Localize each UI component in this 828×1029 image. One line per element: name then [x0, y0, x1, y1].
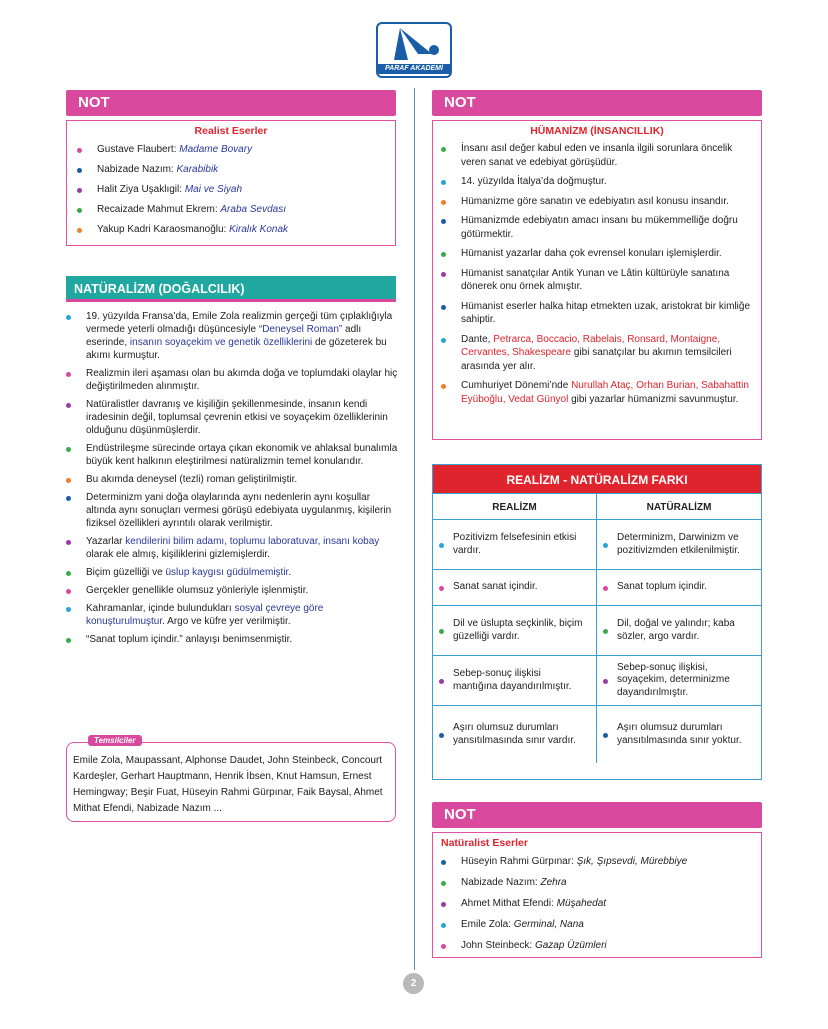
table-row — [433, 705, 761, 763]
bullet-icon — [441, 200, 446, 205]
table-title: REALİZM - NATÜRALİZM FARKI — [433, 465, 761, 493]
list-item: Recaizade Mahmut Ekrem: Araba Sevdası — [73, 203, 389, 217]
list-item: 19. yüzyılda Fransa’da, Emile Zola realizmin gerçeği tüm çıplaklığıyla vermede yeterli olmadığı düşüncesiyle “Deneysel Roman” adlı eserinde, insanın soyaçekim ve genetik özelliklerini de gözeterek bu akımı kurmuştur. — [62, 310, 400, 362]
list-item: Yakup Kadri Karaosmanoğlu: Kiralık Konak — [73, 223, 389, 237]
bullet-icon — [441, 944, 446, 949]
list-item: 14. yüzyılda İtalya’da doğmuştur. — [437, 175, 757, 189]
logo-text: PARAF AKADEMİ — [378, 64, 450, 74]
naturalist-works-list — [437, 855, 757, 953]
table-row — [433, 519, 761, 569]
naturalism-section — [62, 310, 400, 651]
naturalism-cell: Sebep-sonuç ilişkisi, soyaçekim, determinizme dayandırılmıştır. — [597, 656, 761, 705]
bullet-icon — [441, 923, 446, 928]
table-row — [433, 605, 761, 655]
bullet-icon — [439, 543, 444, 548]
bullet-icon — [441, 272, 446, 277]
realist-works-list — [73, 143, 389, 237]
bullet-icon — [441, 252, 446, 257]
list-item: İnsanı asıl değer kabul eden ve insanla ilgili sorunlara öncelik veren sanat ve edebiyat görüşüdür. — [437, 142, 757, 169]
naturalism-cell: Dil, doğal ve yalındır; kaba sözler, argo vardır. — [597, 606, 761, 655]
bullet-icon — [441, 384, 446, 389]
list-item: Bu akımda deneysel (tezli) roman geliştirilmiştir. — [62, 473, 400, 486]
not-header-naturalist: NOT — [432, 802, 762, 828]
naturalist-works-box — [432, 832, 762, 958]
naturalism-header: NATÜRALİZM (DOĞALCILIK) — [66, 276, 396, 302]
list-item: “Sanat toplum içindir.” anlayışı benimsenmiştir. — [62, 633, 400, 646]
bullet-icon — [77, 188, 82, 193]
bullet-icon — [441, 147, 446, 152]
column-divider — [414, 88, 415, 970]
realist-works-title: Realist Eserler — [194, 125, 268, 137]
realism-cell: Aşırı olumsuz durumları yansıtılmasında sınır vardır. — [433, 706, 597, 763]
naturalism-cell: Aşırı olumsuz durumları yansıtılmasında sınır yoktur. — [597, 706, 761, 763]
list-item: Emile Zola: Germinal, Nana — [437, 918, 757, 932]
humanism-list — [437, 142, 757, 406]
list-item: Determinizm yani doğa olaylarında aynı nedenlerin aynı koşullar altında aynı sonuçları vermesi görüşü edebiyata uygulanmış, kişilerin fiziksel özellikleri ayrıntılı olarak verilmiştir. — [62, 491, 400, 530]
list-item: Biçim güzelliği ve üslup kaygısı güdülmemiştir. — [62, 566, 400, 579]
naturalist-works-title: Natüralist Eserler — [441, 837, 528, 849]
realist-works-box — [66, 120, 396, 246]
list-item: Ahmet Mithat Efendi: Müşahedat — [437, 897, 757, 911]
list-item: Halit Ziya Uşaklıgil: Mai ve Siyah — [73, 183, 389, 197]
table-row — [433, 655, 761, 705]
bullet-icon — [603, 586, 608, 591]
list-item: Hümanist sanatçılar Antik Yunan ve Lâtin kültürüyle sanatına dönerek onu örnek almıştır. — [437, 267, 757, 294]
bullet-icon — [441, 305, 446, 310]
bullet-icon — [77, 228, 82, 233]
bullet-icon — [441, 902, 446, 907]
table-row — [433, 569, 761, 605]
bullet-icon — [603, 679, 608, 684]
bullet-icon — [77, 208, 82, 213]
bullet-icon — [439, 586, 444, 591]
logo-mark-icon — [378, 24, 450, 64]
list-item: Cumhuriyet Dönemi’nde Nurullah Ataç, Orhan Burian, Sabahattin Eyüboğlu, Vedat Günyol gibi yazarlar hümanizmi savunmuştur. — [437, 379, 757, 406]
bullet-icon — [77, 148, 82, 153]
list-item: Natüralistler davranış ve kişiliğin şekillenmesinde, insanın kendi iradesinin değil, toplumsal çevrenin etkisi ve soyaçekim özelliklerinin olduğunu düşünmüşlerdir. — [62, 398, 400, 437]
list-item: Kahramanlar, içinde bulundukları sosyal çevreye göre konuşturulmuştur. Argo ve küfre yer verilmiştir. — [62, 602, 400, 628]
humanism-box — [432, 120, 762, 440]
bullet-icon — [439, 679, 444, 684]
list-item: Nabizade Nazım: Karabibik — [73, 163, 389, 177]
list-item: Hüseyin Rahmi Gürpınar: Şık, Şıpsevdi, Mürebbiye — [437, 855, 757, 869]
humanism-title: HÜMANİZM (İNSANCILLIK) — [530, 125, 664, 137]
naturalism-cell: Sanat toplum içindir. — [597, 570, 761, 605]
realism-naturalism-table — [432, 464, 762, 780]
not-header-realist: NOT — [66, 90, 396, 116]
list-item: Hümanist eserler halka hitap etmekten uzak, aristokrat bir kimliğe sahiptir. — [437, 300, 757, 327]
list-item: Endüstrileşme sürecinde ortaya çıkan ekonomik ve ahlaksal bunalımla büyük kent halkının eleştirilmesi natüralizmin temel konularıdır. — [62, 442, 400, 468]
list-item: Dante, Petrarca, Boccacio, Rabelais, Ronsard, Montaigne, Cervantes, Shakespeare gibi sanatçılar bu akımın temsilcileri arasında yer alır. — [437, 333, 757, 374]
bullet-icon — [441, 338, 446, 343]
list-item: Hümanist yazarlar daha çok evrensel konuları işlemişlerdir. — [437, 247, 757, 261]
list-item: Hümanizmde edebiyatın amacı insanı bu mükemmelliğe doğru götürmektir. — [437, 214, 757, 241]
list-item: John Steinbeck: Gazap Üzümleri — [437, 939, 757, 953]
realism-cell: Sanat sanat içindir. — [433, 570, 597, 605]
list-item: Hümanizme göre sanatın ve edebiyatın asıl konusu insandır. — [437, 195, 757, 209]
list-item: Yazarlar kendilerini bilim adamı, toplumu laboratuvar, insanı kobay olarak ele almış, kişiliklerini gizlemişlerdir. — [62, 535, 400, 561]
column-header-realism: REALİZM — [433, 494, 597, 519]
bullet-icon — [439, 733, 444, 738]
bullet-icon — [441, 180, 446, 185]
bullet-icon — [441, 860, 446, 865]
list-item: Gustave Flaubert: Madame Bovary — [73, 143, 389, 157]
bullet-icon — [603, 543, 608, 548]
realism-cell: Dil ve üslupta seçkinlik, biçim güzelliği vardır. — [433, 606, 597, 655]
column-header-naturalism: NATÜRALİZM — [646, 502, 712, 513]
paraf-akademi-logo — [376, 22, 452, 78]
page-number: 2 — [403, 973, 424, 994]
realism-cell: Sebep-sonuç ilişkisi mantığına dayandırılmıştır. — [433, 656, 597, 705]
list-item: Gerçekler genellikle olumsuz yönleriyle işlenmiştir. — [62, 584, 400, 597]
table-column-headers — [433, 493, 761, 519]
bullet-icon — [441, 219, 446, 224]
bullet-icon — [603, 733, 608, 738]
representatives-tag: Temsilciler — [88, 735, 142, 746]
bullet-icon — [439, 629, 444, 634]
realism-cell: Pozitivizm felsefesinin etkisi vardır. — [433, 520, 597, 569]
list-item: Nabizade Nazım: Zehra — [437, 876, 757, 890]
representatives-box: Emile Zola, Maupassant, Alphonse Daudet, John Steinbeck, Concourt Kardeşler, Gerhart Hauptmann, Henrik İbsen, Knut Hamsun, Ernest Hemingway; Beşir Fuat, Hüseyin Rahmi Gürpınar, Faik Baysal, Ahmet Mithat Efendi, Nabizade Nazım ... — [66, 742, 396, 822]
list-item: Realizmin ileri aşaması olan bu akımda doğa ve toplumdaki olaylar hiç değiştirilmeden alınmıştır. — [62, 367, 400, 393]
not-header-humanism: NOT — [432, 90, 762, 116]
naturalism-cell: Determinizm, Darwinizm ve pozitivizmden etkilenilmiştir. — [597, 520, 761, 569]
bullet-icon — [441, 881, 446, 886]
bullet-icon — [77, 168, 82, 173]
bullet-icon — [603, 629, 608, 634]
